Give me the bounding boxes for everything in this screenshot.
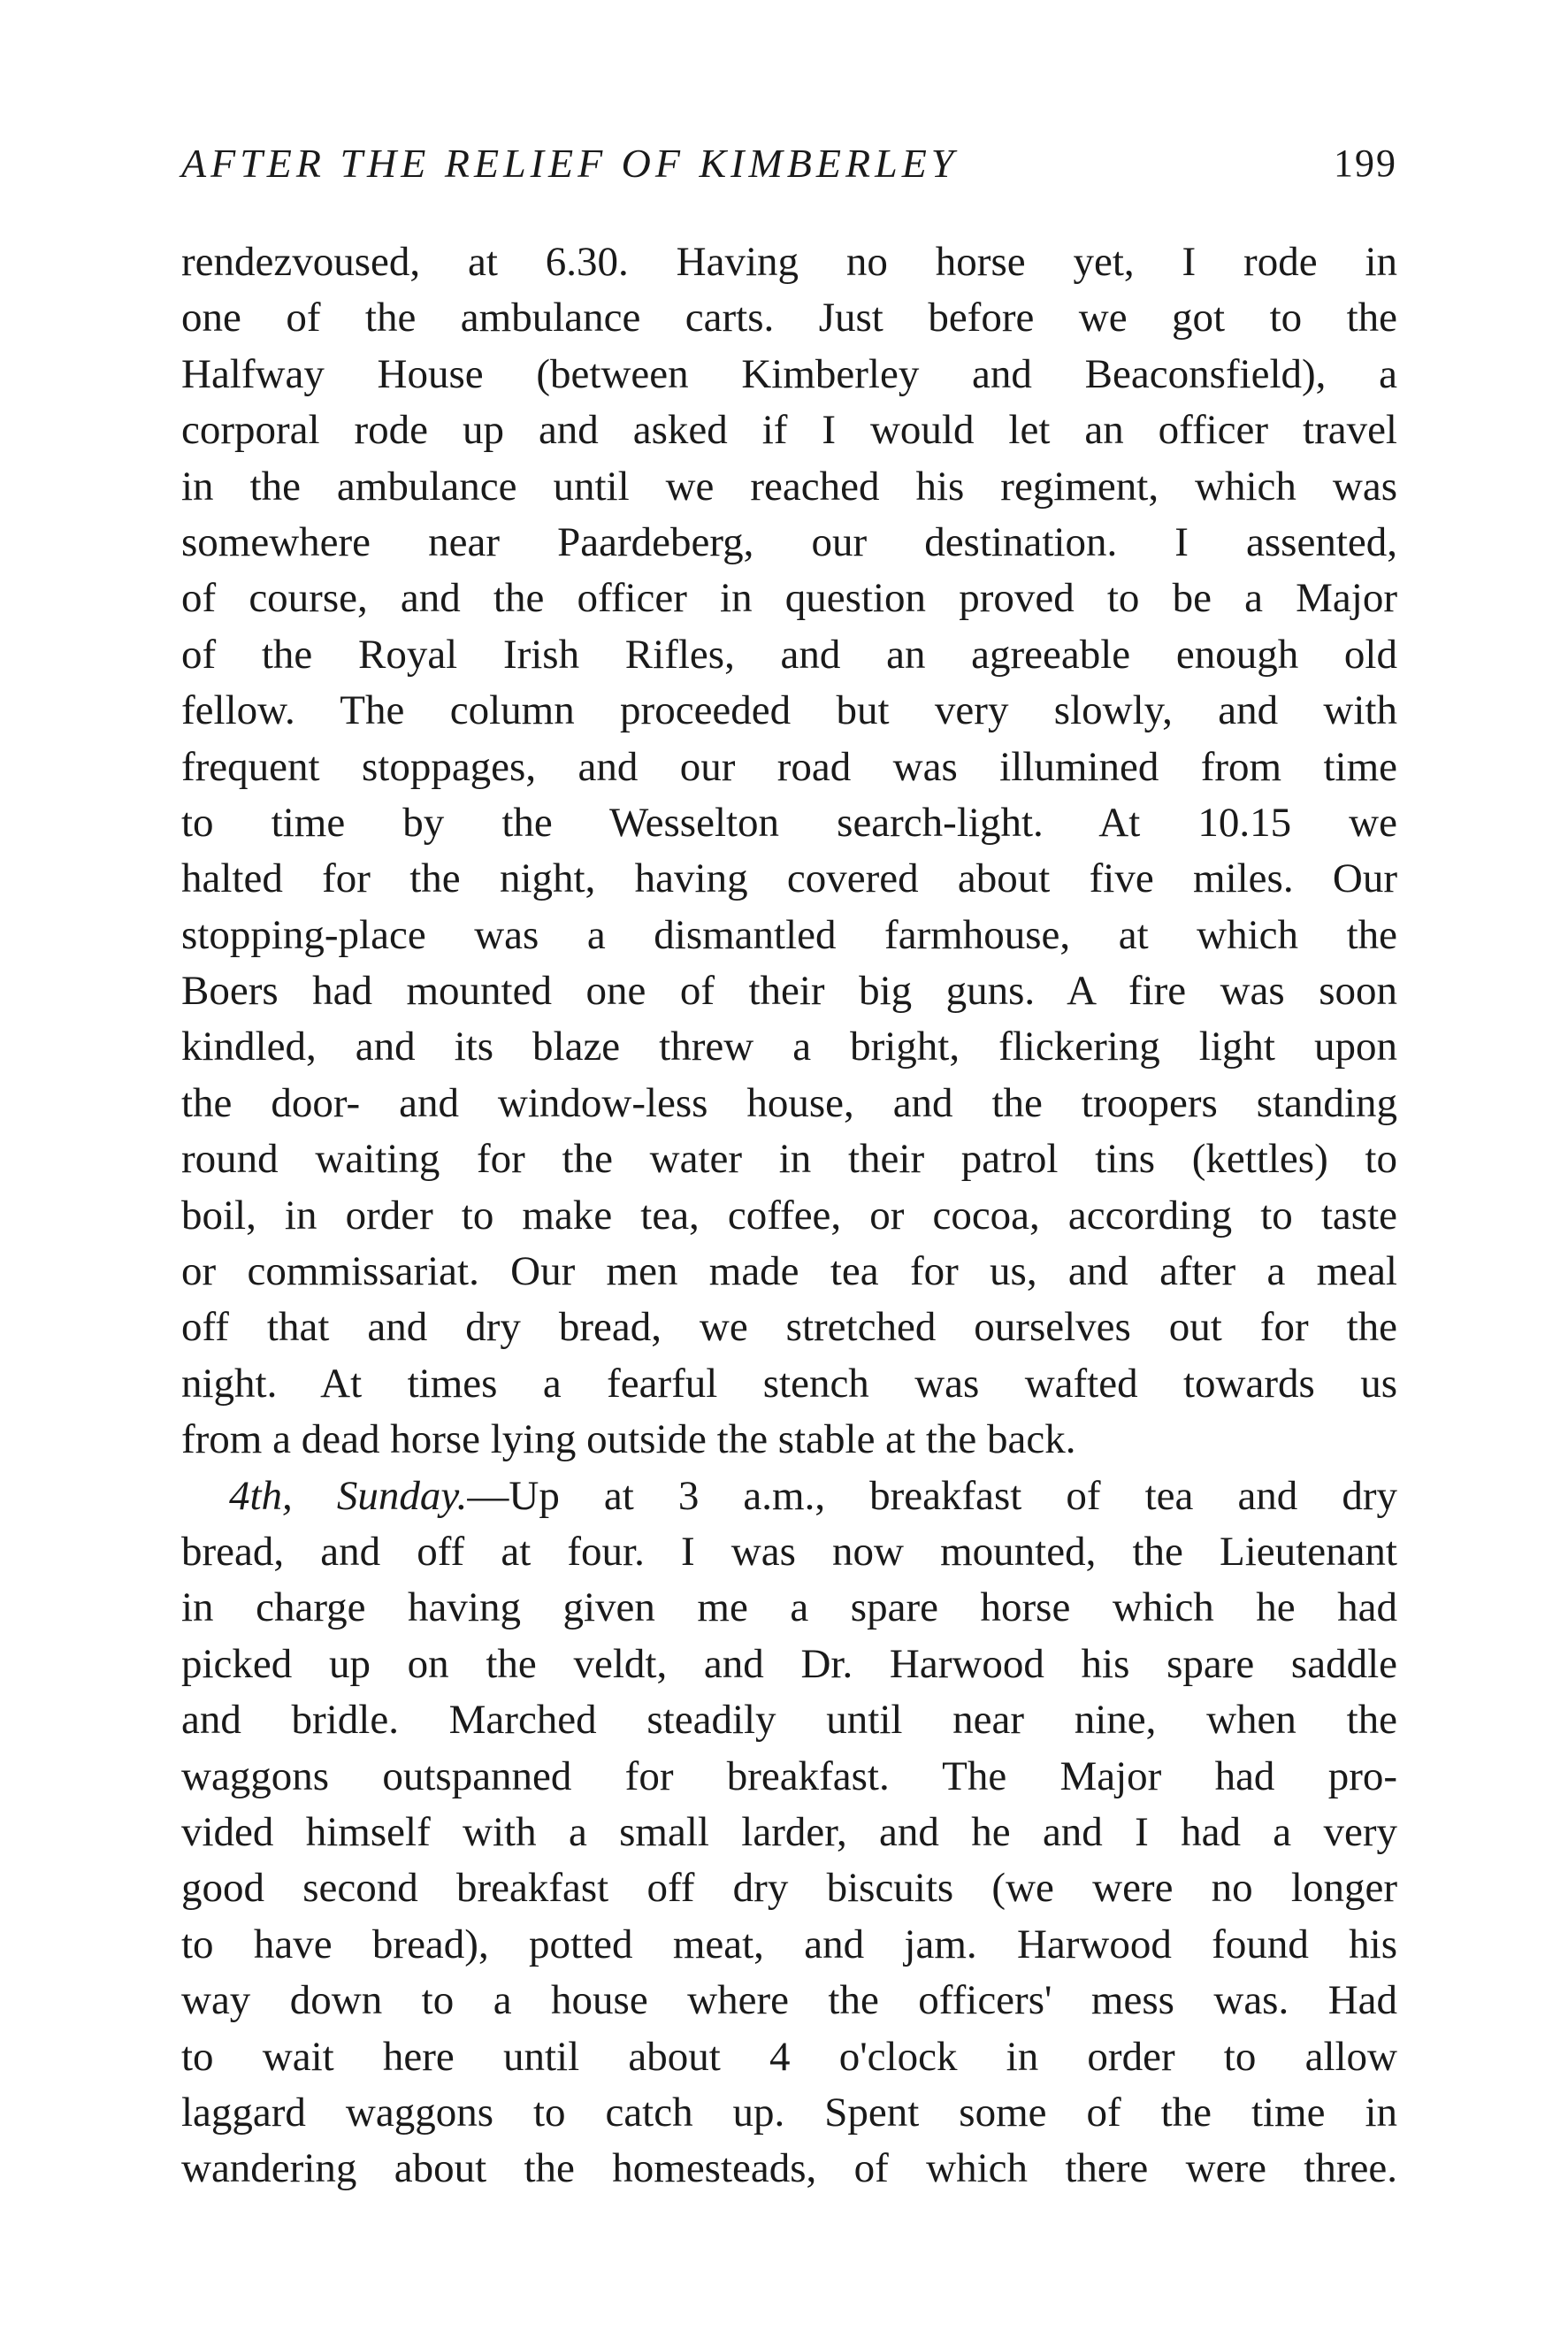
- text-line: round waiting for the water in their patrol tins (kettles) to: [181, 1136, 1397, 1183]
- running-title: AFTER THE RELIEF OF KIMBERLEY: [181, 141, 959, 186]
- text-line: to have bread), potted meat, and jam. Harwood found his: [181, 1921, 1397, 1967]
- paragraph-2: [181, 1469, 1397, 2197]
- date-label: 4th, Sunday.: [229, 1472, 468, 1519]
- text-line: rendezvoused, at 6.30. Having no horse yet, I rode in: [181, 239, 1397, 285]
- text-line-first: [181, 1469, 1397, 1524]
- text-line: night. At times a fearful stench was wafted towards us: [181, 1360, 1397, 1407]
- text-line: bread, and off at four. I was now mounted, the Lieutenant: [181, 1528, 1397, 1575]
- text-line: corporal rode up and asked if I would let an officer travel: [181, 407, 1397, 454]
- text-line: frequent stoppages, and our road was illumined from time: [181, 743, 1397, 790]
- text-line: off that and dry bread, we stretched ourselves out for the: [181, 1304, 1397, 1351]
- text-line: stopping-place was a dismantled farmhouse, at which the: [181, 911, 1397, 958]
- text-line: Boers had mounted one of their big guns. A fire was soon: [181, 968, 1397, 1015]
- text-line: or commissariat. Our men made tea for us, and after a meal: [181, 1248, 1397, 1295]
- text-line: and bridle. Marched steadily until near nine, when the: [181, 1697, 1397, 1744]
- first-line-text: —Up at 3 a.m., breakfast of tea and dry: [467, 1472, 1397, 1519]
- text-line: laggard waggons to catch up. Spent some of the time in: [181, 2089, 1397, 2136]
- text-line: wandering about the homesteads, of which there were three.: [181, 2145, 1397, 2192]
- text-line: of the Royal Irish Rifles, and an agreeable enough old: [181, 631, 1397, 678]
- paragraph-1: [181, 234, 1397, 1469]
- text-line: to wait here until about 4 o'clock in order to allow: [181, 2033, 1397, 2080]
- text-line: kindled, and its blaze threw a bright, flickering light upon: [181, 1024, 1397, 1070]
- body-text: [181, 234, 1397, 2197]
- text-line: fellow. The column proceeded but very slowly, and with: [181, 687, 1397, 734]
- text-line: somewhere near Paardeberg, our destination. I assented,: [181, 518, 1397, 565]
- text-line: in the ambulance until we reached his regiment, which was: [181, 463, 1397, 510]
- running-header: [181, 133, 1397, 195]
- text-line: vided himself with a small larder, and he and I had a very: [181, 1808, 1397, 1855]
- text-line: to time by the Wesselton search-light. At 10.15 we: [181, 799, 1397, 846]
- text-line: picked up on the veldt, and Dr. Harwood his spare saddle: [181, 1640, 1397, 1687]
- text-line: waggons outspanned for breakfast. The Major had pro-: [181, 1752, 1397, 1799]
- page-number: 199: [1334, 142, 1397, 185]
- text-line: the door- and window-less house, and the troopers standing: [181, 1079, 1397, 1126]
- text-line: one of the ambulance carts. Just before we got to the: [181, 295, 1397, 341]
- text-line: boil, in order to make tea, coffee, or cocoa, according to taste: [181, 1192, 1397, 1239]
- text-line: way down to a house where the officers' mess was. Had: [181, 1977, 1397, 2024]
- text-line: halted for the night, having covered about five miles. Our: [181, 855, 1397, 902]
- text-line: good second breakfast off dry biscuits (we were no longer: [181, 1865, 1397, 1912]
- text-line: of course, and the officer in question proved to be a Major: [181, 575, 1397, 622]
- text-line: Halfway House (between Kimberley and Beaconsfield), a: [181, 350, 1397, 397]
- text-line: from a dead horse lying outside the stable at the back.: [181, 1416, 1076, 1463]
- text-line: in charge having given me a spare horse which he had: [181, 1584, 1397, 1631]
